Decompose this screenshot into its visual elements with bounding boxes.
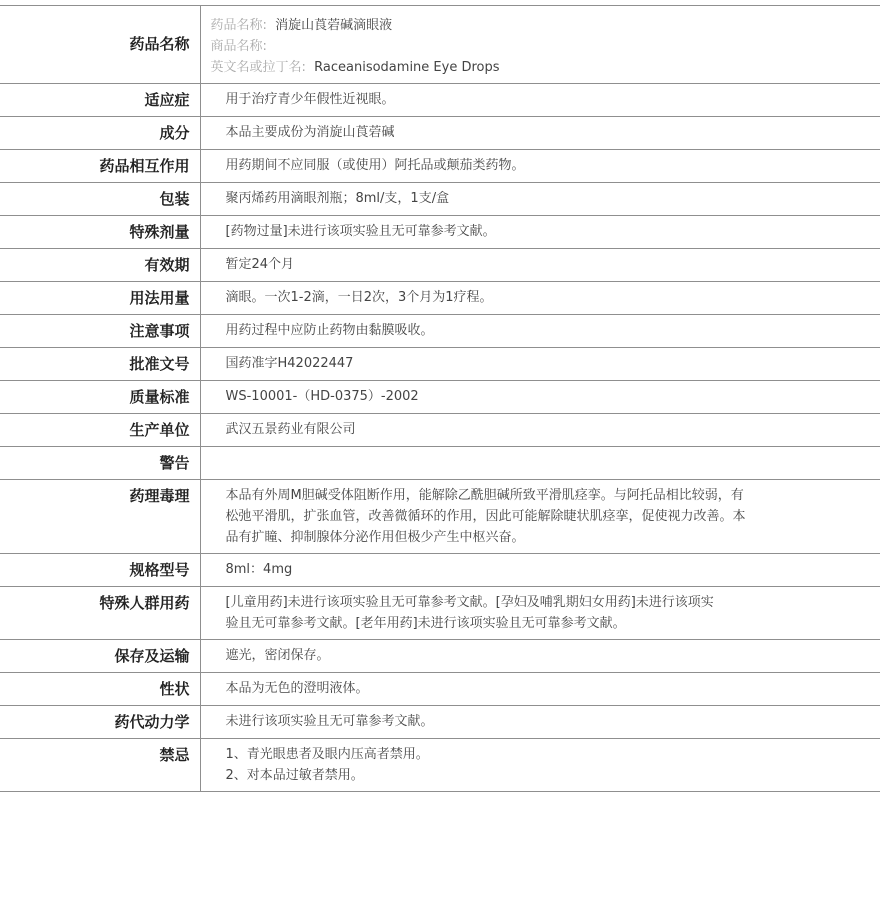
trade-name-line (211, 36, 791, 57)
row-special-population (0, 587, 880, 640)
value-validity: 暂定24个月 (225, 257, 295, 272)
value-pharmacology (200, 480, 880, 554)
label-usage: 用法用量 (0, 282, 200, 315)
row-pharmacokinetics (0, 706, 880, 739)
label-special-population: 特殊人群用药 (0, 587, 200, 640)
value-drug-name (200, 6, 880, 84)
label-drug-name: 药品名称 (0, 6, 200, 84)
generic-name-value: 消旋山莨菪碱滴眼液 (275, 18, 393, 33)
pharmacology-line: 松弛平滑肌，扩张血管，改善微循环的作用，因此可能解除睫状肌痉挛，促使视力改善。本 (225, 509, 746, 524)
generic-name-line (211, 15, 791, 36)
row-approval (0, 348, 880, 381)
label-ingredients: 成分 (0, 117, 200, 150)
label-standard: 质量标准 (0, 381, 200, 414)
row-contraindications (0, 739, 880, 792)
label-warning: 警告 (0, 447, 200, 480)
value-storage: 遮光，密闭保存。 (225, 648, 330, 663)
english-name-label: 英文名或拉丁名: (210, 60, 306, 75)
value-ingredients: 本品主要成份为消旋山莨菪碱 (225, 125, 395, 140)
value-specification: 8ml：4mg (225, 562, 293, 577)
english-name-line (211, 57, 791, 78)
special-population-line: [儿童用药]未进行该项实验且无可靠参考文献。[孕妇及哺乳期妇女用药]未进行该项实 (225, 595, 714, 610)
english-name-value: Raceanisodamine Eye Drops (314, 60, 500, 75)
row-standard (0, 381, 880, 414)
value-interactions: 用药期间不应同服（或使用）阿托品或颠茄类药物。 (225, 158, 525, 173)
generic-name-label: 药品名称: (210, 18, 267, 33)
label-packaging: 包装 (0, 183, 200, 216)
label-special-dosage: 特殊剂量 (0, 216, 200, 249)
value-special-population (200, 587, 880, 640)
row-manufacturer (0, 414, 880, 447)
row-pharmacology (0, 480, 880, 554)
value-contraindications (200, 739, 880, 792)
value-appearance: 本品为无色的澄明液体。 (225, 681, 369, 696)
label-precautions: 注意事项 (0, 315, 200, 348)
row-special-dosage (0, 216, 880, 249)
row-ingredients (0, 117, 880, 150)
value-precautions: 用药过程中应防止药物由黏膜吸收。 (225, 323, 434, 338)
pharmacology-line: 本品有外周M胆碱受体阻断作用，能解除乙酰胆碱所致平滑肌痉挛。与阿托品相比较弱，有 (225, 488, 744, 503)
row-warning (0, 447, 880, 480)
value-indication: 用于治疗青少年假性近视眼。 (225, 92, 395, 107)
contraindication-line: 1、青光眼患者及眼内压高者禁用。 (225, 747, 429, 762)
row-drug-name (0, 6, 880, 84)
label-storage: 保存及运输 (0, 640, 200, 673)
drug-info-table (0, 5, 880, 792)
row-appearance (0, 673, 880, 706)
row-storage (0, 640, 880, 673)
label-approval: 批准文号 (0, 348, 200, 381)
trade-name-label: 商品名称: (210, 39, 267, 54)
value-approval: 国药准字H42022447 (225, 356, 354, 371)
label-validity: 有效期 (0, 249, 200, 282)
pharmacology-line: 品有扩瞳、抑制腺体分泌作用但极少产生中枢兴奋。 (225, 530, 525, 545)
label-manufacturer: 生产单位 (0, 414, 200, 447)
label-pharmacology: 药理毒理 (0, 480, 200, 554)
label-interactions: 药品相互作用 (0, 150, 200, 183)
value-standard: WS-10001-（HD-0375）-2002 (225, 389, 419, 404)
value-pharmacokinetics: 未进行该项实验且无可靠参考文献。 (225, 714, 434, 729)
label-indication: 适应症 (0, 84, 200, 117)
contraindication-line: 2、对本品过敏者禁用。 (225, 768, 364, 783)
value-usage: 滴眼。一次1-2滴，一日2次，3个月为1疗程。 (225, 290, 493, 305)
value-special-dosage: [药物过量]未进行该项实验且无可靠参考文献。 (225, 224, 496, 239)
value-packaging: 聚丙烯药用滴眼剂瓶；8ml/支，1支/盒 (225, 191, 450, 206)
row-specification (0, 554, 880, 587)
label-contraindications: 禁忌 (0, 739, 200, 792)
row-packaging (0, 183, 880, 216)
value-manufacturer: 武汉五景药业有限公司 (225, 422, 356, 437)
label-appearance: 性状 (0, 673, 200, 706)
row-interactions (0, 150, 880, 183)
row-indication (0, 84, 880, 117)
value-warning (200, 447, 880, 480)
row-validity (0, 249, 880, 282)
row-usage (0, 282, 880, 315)
special-population-line: 验且无可靠参考文献。[老年用药]未进行该项实验且无可靠参考文献。 (225, 616, 626, 631)
label-pharmacokinetics: 药代动力学 (0, 706, 200, 739)
label-specification: 规格型号 (0, 554, 200, 587)
row-precautions (0, 315, 880, 348)
